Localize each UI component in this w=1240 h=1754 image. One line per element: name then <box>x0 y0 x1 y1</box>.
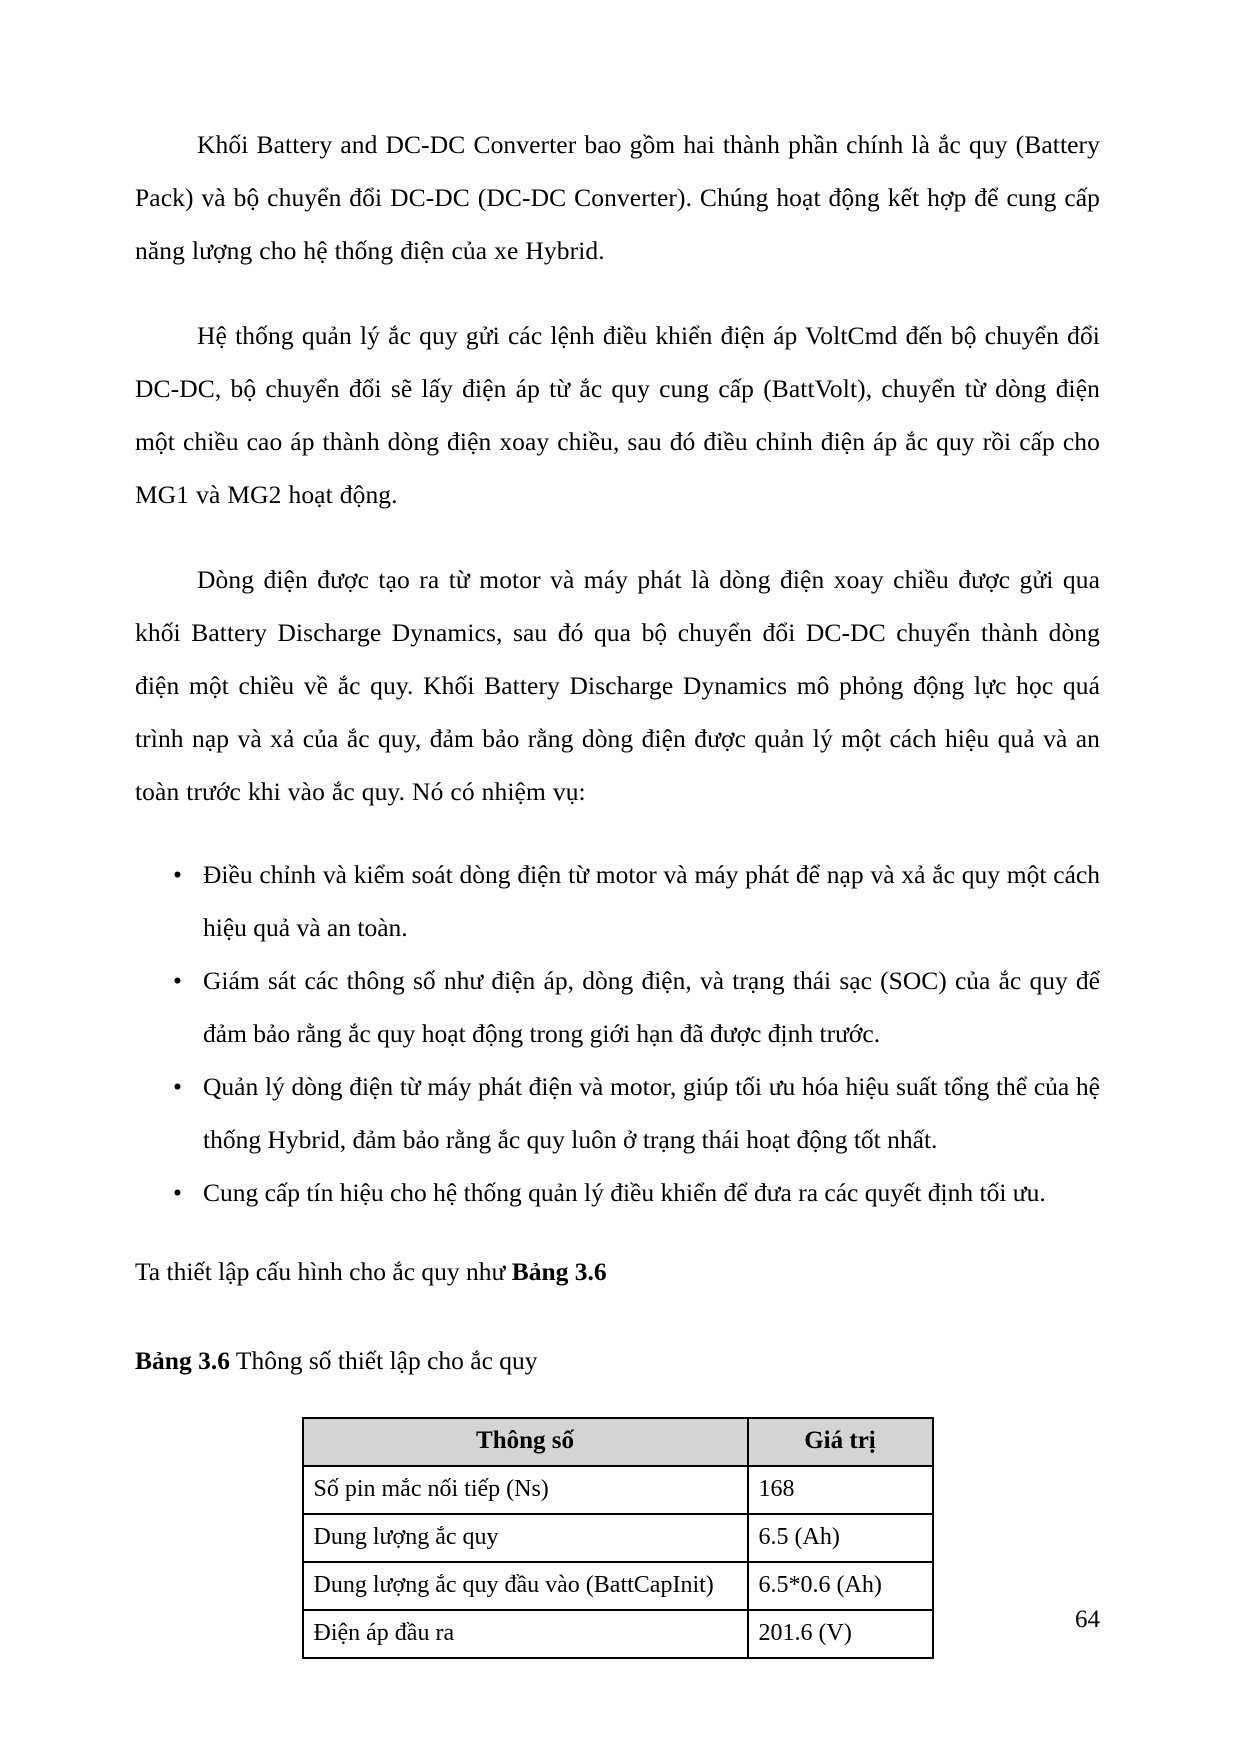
table-cell-value: 6.5*0.6 (Ah) <box>748 1562 933 1610</box>
table-cell-parameter: Số pin mắc nối tiếp (Ns) <box>303 1466 748 1514</box>
bullet-icon: • <box>173 1072 182 1101</box>
table-cell-parameter: Dung lượng ắc quy <box>303 1514 748 1562</box>
responsibility-list <box>135 848 1100 1219</box>
table-row <box>303 1610 933 1658</box>
table-row <box>303 1466 933 1514</box>
list-item <box>135 1166 1100 1219</box>
table-header-row <box>303 1418 933 1466</box>
list-item-text: Điều chỉnh và kiểm soát dòng điện từ motor và máy phát để nạp và xả ắc quy một cách hiệu quả và an toàn. <box>203 860 1100 942</box>
table-cell-parameter: Dung lượng ắc quy đầu vào (BattCapInit) <box>303 1562 748 1610</box>
table-caption-text: Thông số thiết lập cho ắc quy <box>229 1346 538 1375</box>
table-reference-label: Bảng 3.6 <box>511 1257 607 1286</box>
table-header-parameter: Thông số <box>303 1418 748 1466</box>
list-item-text: Giám sát các thông số như điện áp, dòng điện, và trạng thái sạc (SOC) của ắc quy để đảm bảo rằng ắc quy hoạt động trong giới hạn đã được định trước. <box>203 966 1100 1048</box>
table-reference-lead: Ta thiết lập cấu hình cho ắc quy như <box>135 1257 512 1286</box>
table-cell-value: 168 <box>748 1466 933 1514</box>
paragraph-1: Khối Battery and DC-DC Converter bao gồm hai thành phần chính là ắc quy (Battery Pack) và bộ chuyển đổi DC-DC (DC-DC Converter). Chúng hoạt động kết hợp để cung cấp năng lượng cho hệ thống điện của xe Hybrid. <box>135 130 1100 265</box>
paragraph-3: Dòng điện được tạo ra từ motor và máy phát là dòng điện xoay chiều được gửi qua khối Battery Discharge Dynamics, sau đó qua bộ chuyển đổi DC-DC chuyển thành dòng điện một chiều về ắc quy. Khối Battery Discharge Dynamics mô phỏng động lực học quá trình nạp và xả của ắc quy, đảm bảo rằng dòng điện được quản lý một cách hiệu quả và an toàn trước khi vào ắc quy. Nó có nhiệm vụ: <box>135 565 1100 806</box>
bullet-icon: • <box>173 966 182 995</box>
bullet-icon: • <box>173 860 182 889</box>
list-item <box>135 848 1100 954</box>
table-header-value: Giá trị <box>748 1418 933 1466</box>
battery-config-table <box>302 1417 934 1659</box>
table-caption-label: Bảng 3.6 <box>135 1346 230 1375</box>
table-caption <box>135 1334 1100 1387</box>
list-item <box>135 954 1100 1060</box>
list-item <box>135 1060 1100 1166</box>
table-reference-line <box>135 1245 1100 1298</box>
bullet-icon: • <box>173 1178 182 1207</box>
table-cell-value: 201.6 (V) <box>748 1610 933 1658</box>
table-container <box>135 1417 1100 1659</box>
table-cell-value: 6.5 (Ah) <box>748 1514 933 1562</box>
table-row <box>303 1514 933 1562</box>
table-cell-parameter: Điện áp đầu ra <box>303 1610 748 1658</box>
page-number: 64 <box>1075 1606 1100 1633</box>
list-item-text: Cung cấp tín hiệu cho hệ thống quản lý điều khiển để đưa ra các quyết định tối ưu. <box>203 1178 1046 1207</box>
list-item-text: Quản lý dòng điện từ máy phát điện và motor, giúp tối ưu hóa hiệu suất tổng thể của hệ thống Hybrid, đảm bảo rằng ắc quy luôn ở trạng thái hoạt động tốt nhất. <box>203 1072 1100 1154</box>
table-row <box>303 1562 933 1610</box>
paragraph-2: Hệ thống quản lý ắc quy gửi các lệnh điều khiển điện áp VoltCmd đến bộ chuyển đổi DC-DC, bộ chuyển đổi sẽ lấy điện áp từ ắc quy cung cấp (BattVolt), chuyển từ dòng điện một chiều cao áp thành dòng điện xoay chiều, sau đó điều chỉnh điện áp ắc quy rồi cấp cho MG1 và MG2 hoạt động. <box>135 321 1100 509</box>
